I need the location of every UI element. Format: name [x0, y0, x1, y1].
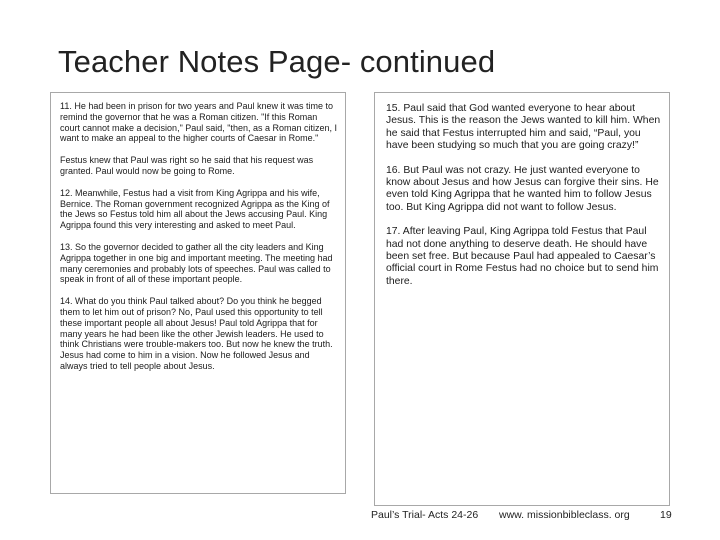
- notes-paragraph-17: 17. After leaving Paul, King Agrippa told Festus that Paul had not done anything to deserve death. He should have been set free. But because Paul had appealed to Caesar’s official court in Rome Festus had no choice but to send him there.: [386, 226, 659, 287]
- footer-lesson-reference: Paul’s Trial- Acts 24-26: [371, 509, 479, 521]
- notes-paragraph-15: 15. Paul said that God wanted everyone to hear about Jesus. This is the reason the Jews wanted to kill him. When he said that Festus interrupted him and said, “Paul, you have been studying so much that you are going crazy!”: [386, 103, 661, 152]
- page-title: Teacher Notes Page- continued: [58, 44, 496, 79]
- notes-paragraph-11: 11. He had been in prison for two years and Paul knew it was time to remind the governor that he was a Roman citizen. "If this Roman court cannot make a decision," Paul said, "then, as a Roman citizen, I want to make an appeal to the higher courts of Caesar in Rome.": [60, 101, 338, 144]
- right-notes-box: [374, 92, 670, 506]
- notes-paragraph-festus: Festus knew that Paul was right so he said that his request was granted. Paul would now be going to Rome.: [60, 155, 314, 176]
- notes-paragraph-12: 12. Meanwhile, Festus had a visit from King Agrippa and his wife, Bernice. The Roman government recognized Agrippa as the King of the Jews so Festus told him all about the Jews accusing Paul. King Agrippa found this very interesting and asked to meet Paul.: [60, 187, 330, 231]
- notes-paragraph-16: 16. But Paul was not crazy. He just wanted everyone to know about Jesus and how Jesus can forgive their sins. He even told King Agrippa that he wanted him to follow Jesus too. But King Agrippa did not want to follow Jesus.: [386, 164, 659, 213]
- footer-page-number: 19: [660, 509, 672, 521]
- left-notes-box: [50, 92, 346, 494]
- notes-paragraph-14: 14. What do you think Paul talked about? Do you think he begged them to let him out of prison? No, Paul used this opportunity to tell these important people all about Jesus! Paul told Agrippa that for many years he had been like the other Jewish leaders. He used to think Christians were trouble-makers too. But now he knew the truth. Jesus had come to him in a vision. Now he followed Jesus and always tried to tell people about Jesus.: [60, 296, 333, 371]
- notes-paragraph-13: 13. So the governor decided to gather all the city leaders and King Agrippa together in one big and important meeting. The meeting had many ceremonies and probably lots of speeches. Paul was called to speak in front of all of these important people.: [60, 241, 333, 285]
- footer-website: www. missionbibleclass. org: [499, 509, 630, 521]
